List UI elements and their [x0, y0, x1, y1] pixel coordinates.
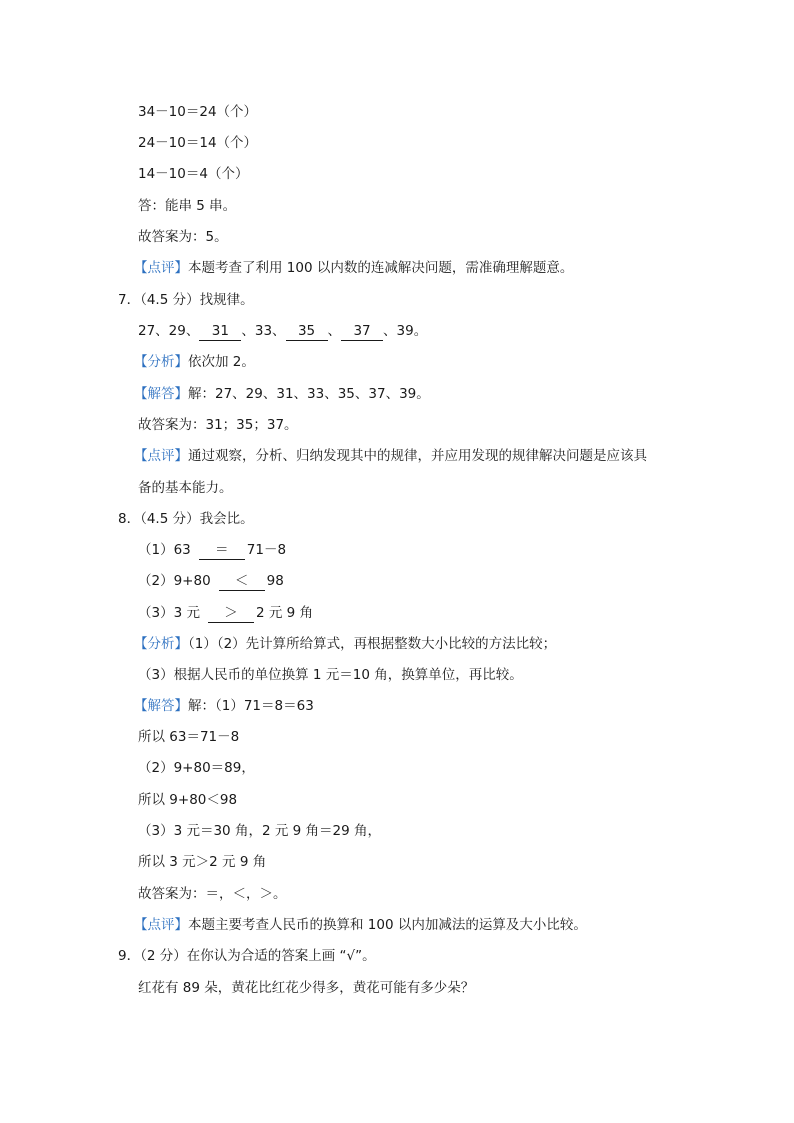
item-text: （3）3 元	[138, 605, 200, 621]
comment-tag: 【点评】	[134, 260, 188, 276]
q8-item-3	[138, 603, 313, 623]
answer-blank: 35	[286, 323, 328, 341]
item-text: 71－8	[246, 542, 287, 558]
solution-tag: 【解答】	[134, 698, 188, 714]
answer-blank: ＝	[199, 542, 245, 560]
seq-text: 、33、	[241, 323, 286, 339]
q7-analysis	[134, 352, 255, 372]
q8-solution-line: 所以 3 元＞2 元 9 角	[138, 854, 267, 870]
q8-stem: 8．（4.5 分）我会比。	[118, 511, 254, 527]
q6-final-answer: 故答案为：5。	[138, 229, 228, 245]
q8-solution-line: （2）9+80＝89，	[138, 760, 255, 776]
item-text: （2）9+80	[138, 573, 211, 589]
comment-text: 本题主要考查人民币的换算和 100 以内加减法的运算及大小比较。	[188, 917, 587, 933]
comment-text: 本题考查了利用 100 以内数的连减解决问题，需准确理解题意。	[188, 260, 574, 276]
q8-analysis-cont: （3）根据人民币的单位换算 1 元＝10 角，换算单位，再比较。	[138, 667, 523, 683]
q8-solution-line: 所以 9+80＜98	[138, 792, 238, 808]
q6-step-3: 14－10＝4（个）	[138, 166, 249, 182]
q7-comment	[134, 446, 647, 466]
q7-comment-cont: 备的基本能力。	[138, 480, 233, 496]
q8-solution	[134, 696, 314, 716]
comment-tag: 【点评】	[134, 917, 188, 933]
comment-text: 通过观察，分析、归纳发现其中的规律，并应用发现的规律解决问题是应该具	[188, 448, 647, 464]
analysis-tag: 【分析】	[134, 354, 188, 370]
q7-solution	[134, 384, 430, 404]
item-text: （1）63	[138, 542, 191, 558]
q7-final-answer: 故答案为：31；35；37。	[138, 417, 298, 433]
analysis-text: 依次加 2。	[188, 354, 255, 370]
q8-analysis	[134, 634, 556, 654]
comment-tag: 【点评】	[134, 448, 188, 464]
q8-item-2	[138, 571, 284, 591]
answer-blank: 37	[341, 323, 383, 341]
q8-solution-line: 所以 63＝71－8	[138, 729, 240, 745]
q8-comment	[134, 915, 587, 935]
seq-text: 、	[327, 323, 342, 339]
seq-text: 、39。	[383, 323, 428, 339]
analysis-tag: 【分析】	[134, 636, 188, 652]
q8-item-1	[138, 540, 286, 560]
q9-stem: 9．（2 分）在你认为合适的答案上画 “√”。	[118, 948, 376, 964]
q8-final-answer: 故答案为：＝，＜，＞。	[138, 886, 287, 902]
analysis-text: （1）（2）先计算所给算式，再根据整数大小比较的方法比较；	[188, 636, 557, 652]
q6-step-2: 24－10＝14（个）	[138, 135, 258, 151]
q6-answer: 答：能串 5 串。	[138, 198, 237, 214]
q7-sequence	[138, 321, 427, 341]
q9-question: 红花有 89 朵，黄花比红花少得多，黄花可能有多少朵？	[138, 980, 475, 996]
answer-blank: 31	[199, 323, 241, 341]
answer-blank: ＜	[219, 573, 265, 591]
q8-solution-line: （3）3 元＝30 角，2 元 9 角＝29 角，	[138, 823, 381, 839]
q6-step-1: 34－10＝24（个）	[138, 104, 258, 120]
item-text: 2 元 9 角	[255, 605, 314, 621]
solution-text: 解：27、29、31、33、35、37、39。	[188, 386, 430, 402]
q7-stem: 7．（4.5 分）找规律。	[118, 292, 254, 308]
solution-tag: 【解答】	[134, 386, 188, 402]
solution-text: 解：（1）71＝8＝63	[188, 698, 314, 714]
item-text: 98	[266, 573, 284, 589]
q6-comment	[134, 258, 573, 278]
answer-blank: ＞	[208, 605, 254, 623]
seq-text: 27、29、	[138, 323, 200, 339]
